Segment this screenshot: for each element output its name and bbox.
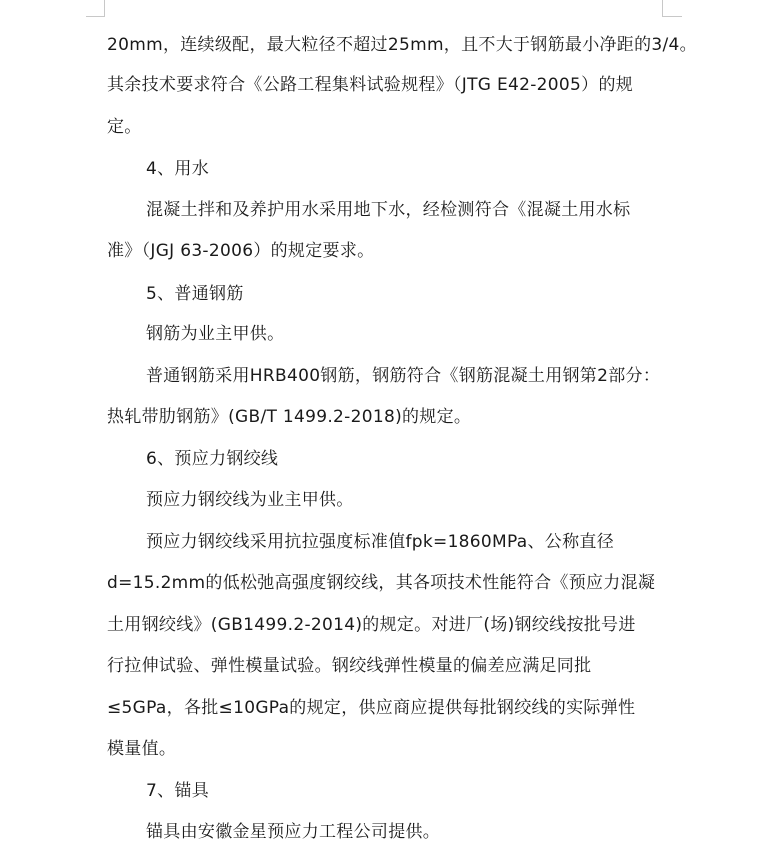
crop-mark-top-left xyxy=(104,0,105,16)
paragraph-line: 预应力钢绞线为业主甲供。 xyxy=(146,490,354,510)
paragraph-line: 20mm，连续级配，最大粒径不超过25mm，且不大于钢筋最小净距的3/4。 xyxy=(107,35,697,55)
paragraph-line: 钢筋为业主甲供。 xyxy=(146,324,285,344)
paragraph-line: 准》（JGJ 63-2006）的规定要求。 xyxy=(107,241,375,261)
paragraph-line: ≤5GPa，各批≤10GPa的规定，供应商应提供每批钢绞线的实际弹性 xyxy=(107,698,636,718)
paragraph-line: 热轧带肋钢筋》(GB/T 1499.2-2018)的规定。 xyxy=(107,407,472,427)
crop-mark-top-right-horizontal xyxy=(662,16,682,17)
paragraph-line: 混凝土拌和及养护用水采用地下水，经检测符合《混凝土用水标 xyxy=(146,200,631,220)
paragraph-line: 锚具由安徽金星预应力工程公司提供。 xyxy=(146,822,441,842)
section-heading-rebar: 5、普通钢筋 xyxy=(146,284,244,304)
paragraph-line: 定。 xyxy=(107,117,142,137)
paragraph-line: 模量值。 xyxy=(107,739,177,759)
paragraph-line: 土用钢绞线》(GB1499.2-2014)的规定。对进厂(场)钢绞线按批号进 xyxy=(107,615,636,635)
section-heading-anchorage: 7、锚具 xyxy=(146,781,210,801)
section-heading-water: 4、用水 xyxy=(146,159,210,179)
paragraph-line: 预应力钢绞线采用抗拉强度标准值fpk=1860MPa、公称直径 xyxy=(146,532,614,552)
paragraph-line: 普通钢筋采用HRB400钢筋，钢筋符合《钢筋混凝土用钢第2部分： xyxy=(146,366,661,386)
crop-mark-top-left-horizontal xyxy=(86,16,105,17)
paragraph-line: 其余技术要求符合《公路工程集料试验规程》（JTG E42-2005）的规 xyxy=(107,75,634,95)
paragraph-line: d=15.2mm的低松弛高强度钢绞线，其各项技术性能符合《预应力混凝 xyxy=(107,573,656,593)
paragraph-line: 行拉伸试验、弹性模量试验。钢绞线弹性模量的偏差应满足同批 xyxy=(107,656,592,676)
section-heading-strand: 6、预应力钢绞线 xyxy=(146,449,279,469)
crop-mark-top-right xyxy=(662,0,663,16)
